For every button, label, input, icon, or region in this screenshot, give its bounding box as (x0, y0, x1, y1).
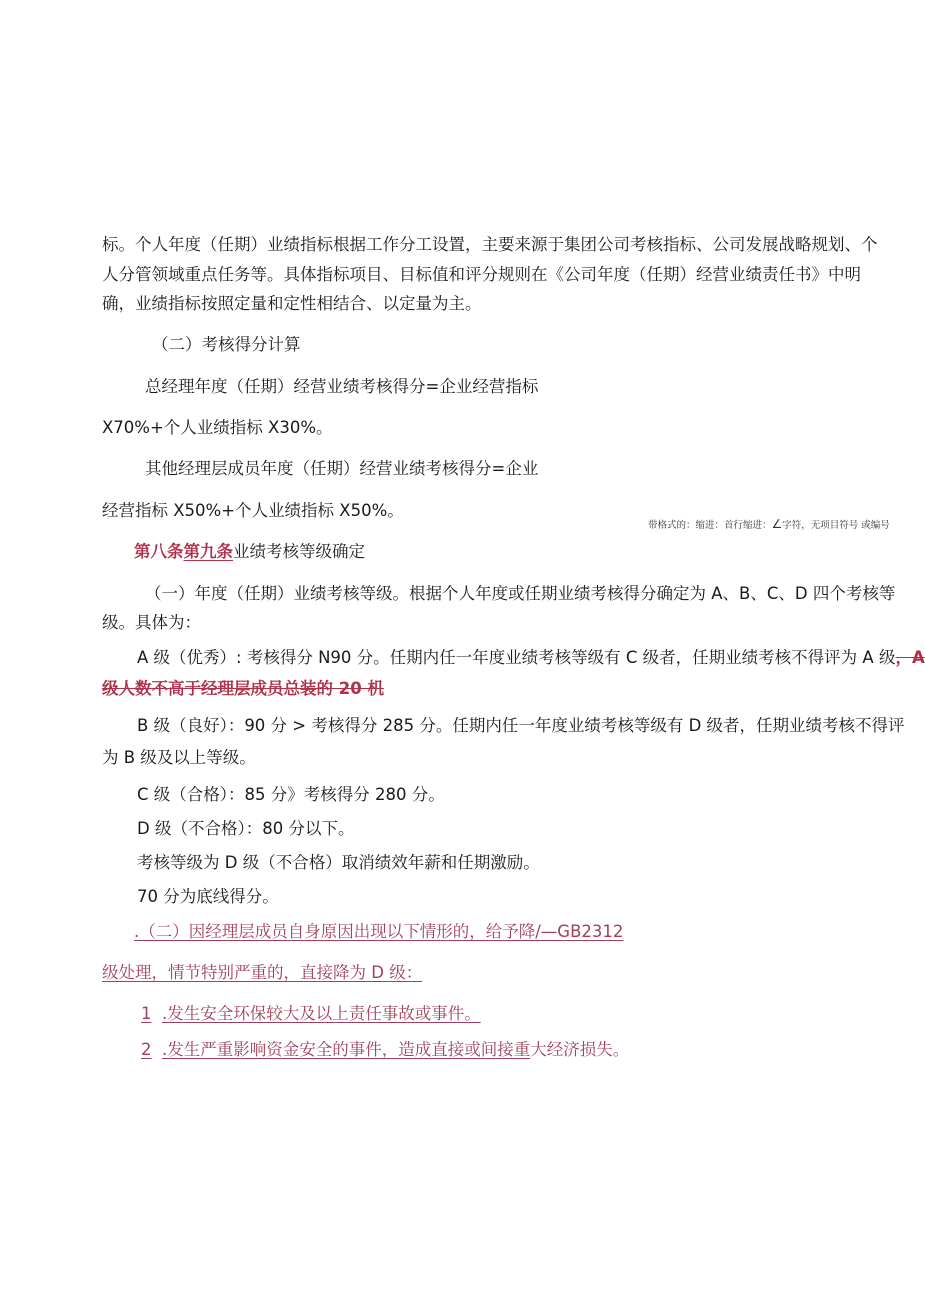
article-new-number: 第九条 (183, 542, 233, 561)
comment-suffix: 字符，无项目符号 或编号 (782, 520, 890, 531)
pencil-icon: ∠ (771, 517, 783, 531)
article-heading (134, 540, 365, 564)
paragraph-line: 确，业绩指标按照定量和定性相结合、以定量为主。 (102, 294, 482, 313)
paragraph-line: 人分管领域重点任务等。具体指标项目、目标值和评分规则在《公司年度（任期）经营业绩责任书》中明 (102, 265, 861, 284)
formula-line: 其他经理层成员年度（任期）经营业绩考核得分=企业 (145, 459, 539, 478)
grade-c-line: C 级（合格）：85 分》考核得分 280 分。 (137, 785, 445, 804)
deleted-text: ，A (895, 648, 925, 667)
article-title: 业绩考核等级确定 (233, 542, 365, 561)
list-text: 大经济损失。 (530, 1040, 630, 1059)
paragraph-line: （一）年度（任期）业绩考核等级。根据个人年度或任期业绩考核得分确定为 A、B、C、D 四个考核等 (145, 584, 896, 603)
formula-line: 经营指标 X50%+个人业绩指标 X50%。 (102, 501, 404, 520)
formula-line: 总经理年度（任期）经营业绩考核得分=企业经营指标 (145, 377, 539, 396)
grade-b-line: B 级（良好）：90 分 > 考核得分 285 分。任期内任一年度业绩考核等级有 D 级者，任期业绩考核不得评 (137, 716, 905, 735)
section-heading: （二）考核得分计算 (152, 335, 301, 354)
list-number: 1 (141, 1004, 152, 1023)
inserted-text: .发生安全环保较大及以上责任事故或事件。 (162, 1004, 481, 1023)
deleted-text: 级人数不高于经理层成员总装的 20 机 (102, 679, 384, 698)
grade-a-line (137, 646, 925, 670)
inserted-text: .发生严重影响资金安全的事件，造成直接或间接重 (162, 1040, 531, 1059)
article-old-number: 第八条 (134, 542, 184, 561)
list-number: 2 (141, 1040, 152, 1059)
revision-comment (648, 518, 912, 532)
inserted-text: 级处理，情节特别严重的，直接降为 D 级： (102, 963, 423, 982)
list-item (141, 1002, 481, 1026)
paragraph-line: 标。个人年度（任期）业绩指标根据工作分工设置，主要来源于集团公司考核指标、公司发展战略规划、个 (102, 235, 878, 254)
grade-d-note: 考核等级为 D 级（不合格）取消绩效年薪和任期激励。 (137, 853, 540, 872)
list-item (141, 1038, 629, 1062)
paragraph-line: 级。具体为： (102, 613, 201, 632)
comment-prefix: 带格式的：缩进：首行缩进： (648, 520, 772, 531)
baseline-score: 70 分为底线得分。 (137, 887, 279, 906)
grade-d-line: D 级（不合格）：80 分以下。 (137, 819, 355, 838)
grade-b-line: 为 B 级及以上等级。 (102, 748, 256, 767)
grade-a-text: A 级（优秀）: 考核得分 N90 分。任期内任一年度业绩考核等级有 C 级者，任期业绩考核不得评为 A 级 (137, 648, 896, 667)
formula-line: X70%+个人业绩指标 X30%。 (102, 418, 333, 437)
inserted-text: .（二）因经理层成员自身原因出现以下情形的，给予降/—GB2312 (134, 922, 624, 941)
